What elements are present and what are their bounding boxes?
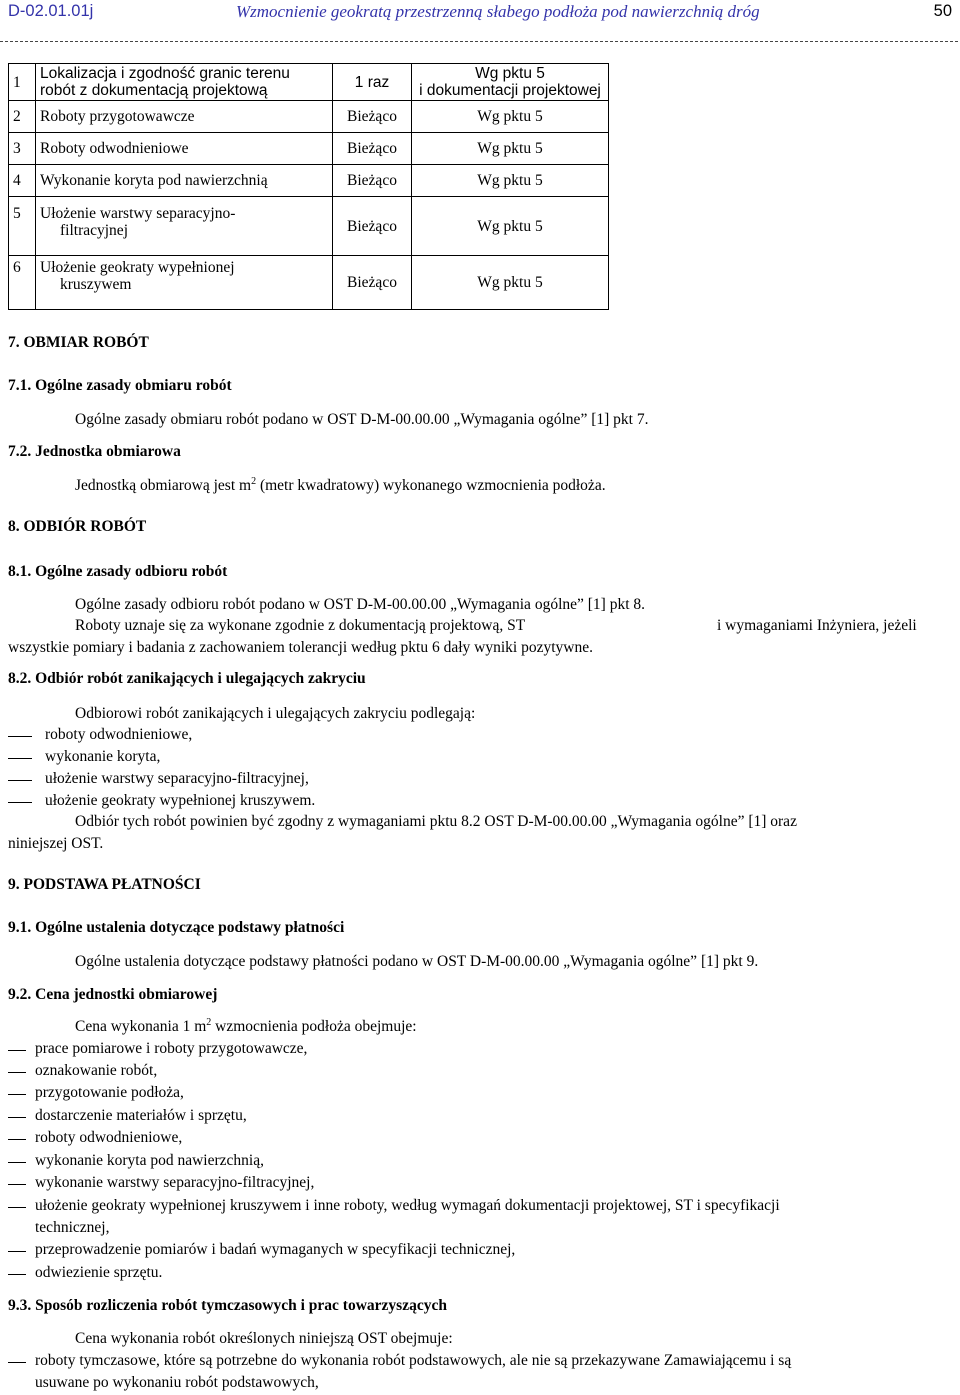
row-number: 2 <box>9 101 36 133</box>
list-item: przygotowanie podłoża, <box>35 1084 184 1101</box>
list-dash <box>8 1139 26 1140</box>
row-scope: Wg pktu 5 <box>412 101 609 133</box>
row-description: Wykonanie koryta pod nawierzchnią <box>36 165 333 197</box>
section-8-2-intro: Odbiorowi robót zanikających i ulegających zakryciu podlegają: <box>75 705 476 722</box>
section-9-heading: 9. PODSTAWA PŁATNOŚCI <box>8 876 201 893</box>
list-dash <box>8 1207 26 1208</box>
section-7-2-text: Jednostką obmiarową jest $m^2$ (metr kwadratowy) wykonanego wzmocnienia podłoża. <box>75 475 606 494</box>
table-row <box>9 197 609 256</box>
list-item: prace pomiarowe i roboty przygotowawcze, <box>35 1040 308 1057</box>
inspection-table <box>8 63 609 310</box>
list-item: ułożenie geokraty wypełnionej kruszywem i inne roboty, według wymagań dokumentacji projektowej, ST i specyfikacji <box>35 1197 780 1214</box>
row-number: 1 <box>9 64 36 101</box>
list-dash <box>8 802 32 803</box>
section-8-2-end-cont: niniejszej OST. <box>8 835 104 852</box>
list-item: roboty tymczasowe, które są potrzebne do wykonania robót podstawowych, ale nie są przekazywane Zamawiającemu i są <box>35 1352 792 1369</box>
row-description: Ułożenie geokraty wypełnionej kruszywem <box>36 256 333 310</box>
page-header <box>0 0 960 40</box>
list-dash <box>8 1251 26 1252</box>
section-9-2-heading: 9.2. Cena jednostki obmiarowej <box>8 986 218 1003</box>
row-description: Roboty przygotowawcze <box>36 101 333 133</box>
list-item-cont: technicznej, <box>35 1219 110 1236</box>
list-item: odwiezienie sprzętu. <box>35 1264 163 1281</box>
row-frequency: Bieżąco <box>333 165 412 197</box>
list-item: oznakowanie robót, <box>35 1062 158 1079</box>
list-dash <box>8 736 32 737</box>
list-dash <box>8 1184 26 1185</box>
row-scope: Wg pktu 5 i dokumentacji projektowej <box>412 64 609 101</box>
row-frequency: 1 raz <box>333 64 412 101</box>
table-row <box>9 165 609 197</box>
section-8-1-text: Ogólne zasady odbioru robót podano w OST D-M-00.00.00 „Wymagania ogólne” [1] pkt 8. <box>75 596 646 613</box>
row-number: 6 <box>9 256 36 310</box>
section-7-2-heading: 7.2. Jednostka obmiarowa <box>8 443 181 460</box>
section-7-1-text: Ogólne zasady obmiaru robót podano w OST D-M-00.00.00 „Wymagania ogólne” [1] pkt 7. <box>75 411 649 428</box>
table-row <box>9 133 609 165</box>
row-number: 4 <box>9 165 36 197</box>
section-8-1-para2-end: i wymaganiami Inżyniera, jeżeli <box>717 617 917 634</box>
row-scope: Wg pktu 5 <box>412 256 609 310</box>
list-dash <box>8 758 32 759</box>
list-item: wykonanie koryta, <box>45 748 161 765</box>
spec-code: D-02.01.01j <box>8 2 94 20</box>
list-item: ułożenie warstwy separacyjno-filtracyjnej, <box>45 770 309 787</box>
section-8-1-heading: 8.1. Ogólne zasady odbioru robót <box>8 563 228 580</box>
header-divider <box>0 41 958 42</box>
section-9-1-heading: 9.1. Ogólne ustalenia dotyczące podstawy płatności <box>8 919 345 936</box>
section-7-1-heading: 7.1. Ogólne zasady obmiaru robót <box>8 377 232 394</box>
table-row <box>9 256 609 310</box>
list-dash <box>8 1362 26 1363</box>
section-8-1-para2-start: Roboty uznaje się za wykonane zgodnie z dokumentacją projektową, ST <box>75 617 526 634</box>
section-9-3-intro: Cena wykonania robót określonych niniejszą OST obejmuje: <box>75 1330 453 1347</box>
row-scope: Wg pktu 5 <box>412 165 609 197</box>
row-number: 5 <box>9 197 36 256</box>
list-item: wykonanie koryta pod nawierzchnią, <box>35 1152 264 1169</box>
row-description: Lokalizacja i zgodność granic terenu robót z dokumentacją projektową <box>36 64 333 101</box>
list-item: przeprowadzenie pomiarów i badań wymaganych w specyfikacji technicznej, <box>35 1241 516 1258</box>
section-9-1-text: Ogólne ustalenia dotyczące podstawy płatności podano w OST D-M-00.00.00 „Wymagania ogólne” [1] pkt 9. <box>75 953 759 970</box>
list-dash <box>8 1050 26 1051</box>
row-scope: Wg pktu 5 <box>412 133 609 165</box>
section-8-1-para2-cont: wszystkie pomiary i badania z zachowaniem tolerancji według pktu 6 dały wyniki pozytywne. <box>8 639 593 656</box>
list-item: roboty odwodnieniowe, <box>45 726 193 743</box>
row-description: Roboty odwodnieniowe <box>36 133 333 165</box>
list-item-cont: usuwane po wykonaniu robót podstawowych, <box>35 1374 319 1391</box>
section-9-2-intro: Cena wykonania 1 $m^2$ wzmocnienia podłoża obejmuje: <box>75 1016 417 1035</box>
row-frequency: Bieżąco <box>333 133 412 165</box>
table-row <box>9 64 609 101</box>
list-item: wykonanie warstwy separacyjno-filtracyjnej, <box>35 1174 315 1191</box>
list-dash <box>8 1162 26 1163</box>
list-item: dostarczenie materiałów i sprzętu, <box>35 1107 247 1124</box>
row-frequency: Bieżąco <box>333 256 412 310</box>
table-row <box>9 101 609 133</box>
section-8-2-heading: 8.2. Odbiór robót zanikających i ulegających zakryciu <box>8 670 366 687</box>
row-frequency: Bieżąco <box>333 101 412 133</box>
row-scope: Wg pktu 5 <box>412 197 609 256</box>
row-number: 3 <box>9 133 36 165</box>
section-7-heading: 7. OBMIAR ROBÓT <box>8 334 149 351</box>
section-8-heading: 8. ODBIÓR ROBÓT <box>8 518 147 535</box>
list-dash <box>8 1094 26 1095</box>
document-title: Wzmocnienie geokratą przestrzenną słabego podłoża pod nawierzchnią dróg <box>236 2 760 21</box>
page-number: 50 <box>933 2 952 20</box>
list-dash <box>8 1274 26 1275</box>
row-description: Ułożenie warstwy separacyjno- filtracyjnej <box>36 197 333 256</box>
list-dash <box>8 1072 26 1073</box>
list-item: ułożenie geokraty wypełnionej kruszywem. <box>45 792 316 809</box>
row-frequency: Bieżąco <box>333 197 412 256</box>
list-dash <box>8 780 32 781</box>
section-9-3-heading: 9.3. Sposób rozliczenia robót tymczasowych i prac towarzyszących <box>8 1297 447 1314</box>
list-dash <box>8 1117 26 1118</box>
section-8-2-end: Odbiór tych robót powinien być zgodny z wymaganiami pktu 8.2 OST D-M-00.00.00 „Wymagania ogólne” [1] oraz <box>75 813 797 830</box>
list-item: roboty odwodnieniowe, <box>35 1129 183 1146</box>
